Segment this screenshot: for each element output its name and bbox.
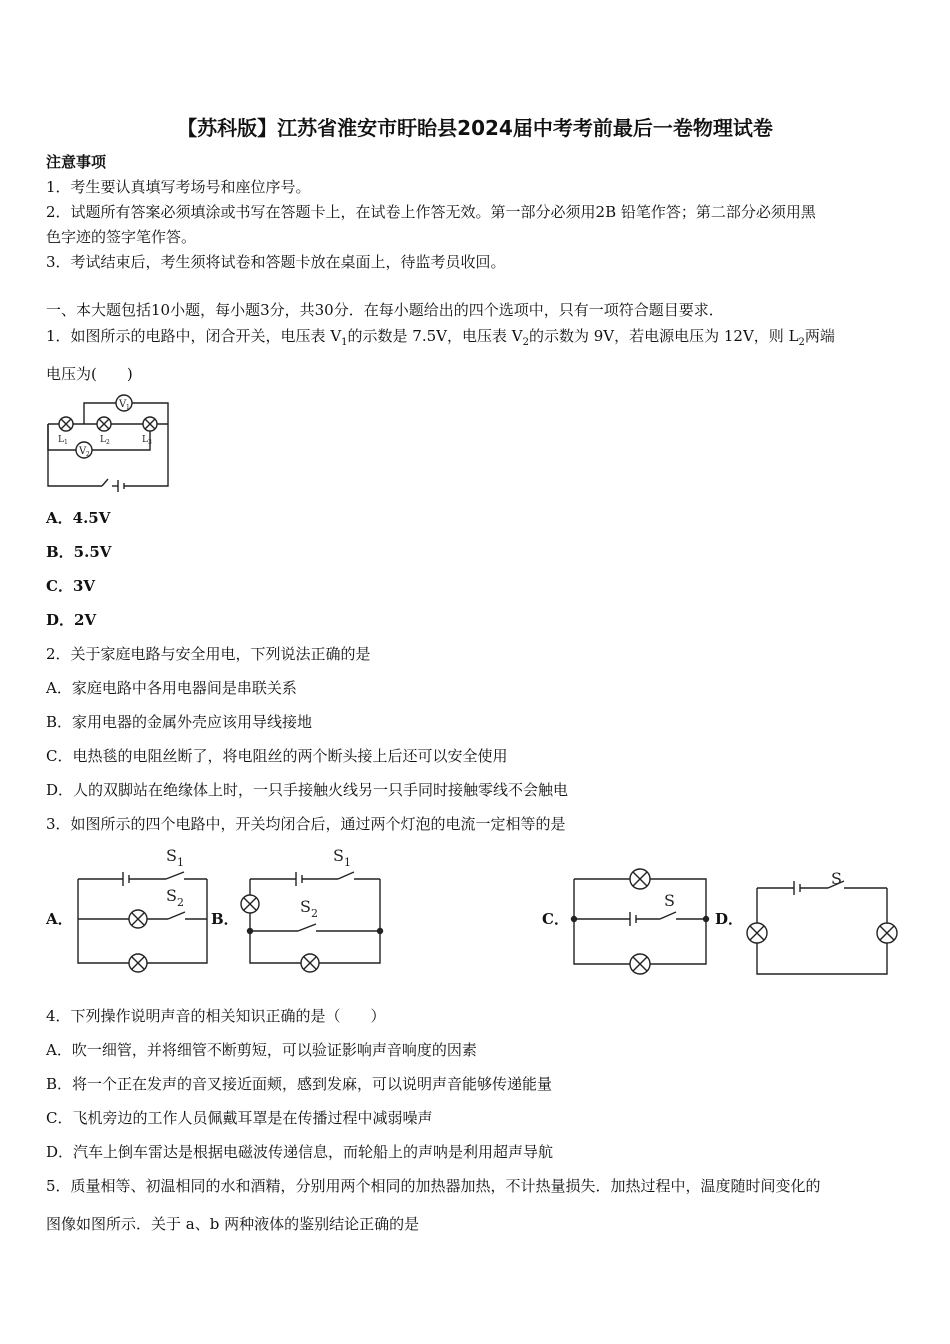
svg-text:S: S (664, 891, 675, 910)
question-2-option-a[interactable]: A．家庭电路中各用电器间是串联关系 (46, 679, 297, 697)
question-1-option-a[interactable]: A．4.5V (46, 509, 111, 527)
voltmeter-v2-label: V (79, 446, 87, 457)
voltmeter-v1-label: V (119, 399, 127, 410)
question-3-option-a-label[interactable]: A． (46, 910, 73, 928)
svg-text:1: 1 (344, 856, 351, 869)
question-4-stem: 4．下列操作说明声音的相关知识正确的是（ ） (46, 1007, 386, 1025)
question-3-circuit-a (70, 842, 215, 972)
question-5-stem-cont: 图像如图所示．关于 a、b 两种液体的鉴别结论正确的是 (46, 1215, 420, 1233)
question-3-circuit-d (740, 864, 900, 979)
notice-item: 2．试题所有答案必须填涂或书写在答题卡上，在试卷上作答无效。第一部分必须用2B 铅笔作答；第二部分必须用黑 (46, 203, 816, 221)
svg-text:S: S (300, 897, 311, 916)
svg-text:S: S (166, 846, 177, 865)
svg-text:1: 1 (177, 856, 184, 869)
svg-text:S: S (166, 886, 177, 905)
exam-title: 【苏科版】江苏省淮安市盱眙县2024届中考考前最后一卷物理试卷 (177, 116, 773, 140)
question-1-option-c[interactable]: C．3V (46, 577, 96, 595)
voltmeter-v1-sub: 1 (126, 404, 130, 411)
question-5-stem: 5．质量相等、初温相同的水和酒精，分别用两个相同的加热器加热，不计热量损失．加热过程中，温度随时间变化的 (46, 1177, 821, 1195)
svg-text:2: 2 (177, 896, 184, 909)
question-3-option-d-label[interactable]: D． (715, 910, 744, 928)
bulb-l2-label: L (100, 435, 106, 445)
question-2-option-b[interactable]: B．家用电器的金属外壳应该用导线接地 (46, 713, 313, 731)
question-2-stem: 2．关于家庭电路与安全用电，下列说法正确的是 (46, 645, 371, 663)
notice-item: 色字迹的签字笔作答。 (46, 228, 197, 246)
question-3-option-b-label[interactable]: B． (211, 910, 239, 928)
svg-text:S: S (831, 869, 842, 888)
question-1-stem: 1．如图所示的电路中，闭合开关，电压表 $V_1$的示数是 7.5V，电压表 $V_2$的示数为 9V，若电源电压为 12V，则 $L_2$两端 (46, 327, 835, 348)
question-2-option-c[interactable]: C．电热毯的电阻丝断了，将电阻丝的两个断头接上后还可以安全使用 (46, 747, 508, 765)
bulb-l2-sub: 2 (106, 439, 110, 446)
question-3-circuit-c (566, 860, 716, 975)
bulb-l3-sub: 3 (148, 439, 152, 446)
bulb-l1-sub: 1 (64, 439, 68, 446)
question-2-option-d[interactable]: D．人的双脚站在绝缘体上时，一只手接触火线另一只手同时接触零线不会触电 (46, 781, 569, 799)
voltmeter-v2-sub: 2 (86, 451, 90, 458)
section-heading: 一、本大题包括10小题，每小题3分，共30分．在每小题给出的四个选项中，只有一项符合题目要求． (46, 301, 724, 319)
svg-text:2: 2 (311, 907, 318, 920)
question-3-stem: 3．如图所示的四个电路中，开关均闭合后，通过两个灯泡的电流一定相等的是 (46, 815, 566, 833)
question-3-option-c-label[interactable]: C． (542, 910, 569, 928)
svg-text:S: S (333, 846, 344, 865)
question-1-stem-cont: 电压为( ) (46, 365, 133, 383)
question-3-circuit-b (238, 842, 388, 972)
notice-item: 3．考试结束后，考生须将试卷和答题卡放在桌面上，待监考员收回。 (46, 253, 506, 271)
question-1-option-b[interactable]: B．5.5V (46, 543, 112, 561)
notice-heading: 注意事项 (46, 153, 107, 171)
question-1-circuit-diagram (40, 388, 180, 498)
question-4-option-d[interactable]: D．汽车上倒车雷达是根据电磁波传递信息，而轮船上的声呐是利用超声导航 (46, 1143, 554, 1161)
question-4-option-a[interactable]: A．吹一细管，并将细管不断剪短，可以验证影响声音响度的因素 (46, 1041, 477, 1059)
question-1-option-d[interactable]: D．2V (46, 611, 97, 629)
bulb-l3-label: L (142, 435, 148, 445)
notice-item: 1．考生要认真填写考场号和座位序号。 (46, 178, 311, 196)
question-4-option-c[interactable]: C．飞机旁边的工作人员佩戴耳罩是在传播过程中减弱噪声 (46, 1109, 433, 1127)
question-4-option-b[interactable]: B．将一个正在发声的音叉接近面颊，感到发麻，可以说明声音能够传递能量 (46, 1075, 553, 1093)
bulb-l1-label: L (58, 435, 64, 445)
